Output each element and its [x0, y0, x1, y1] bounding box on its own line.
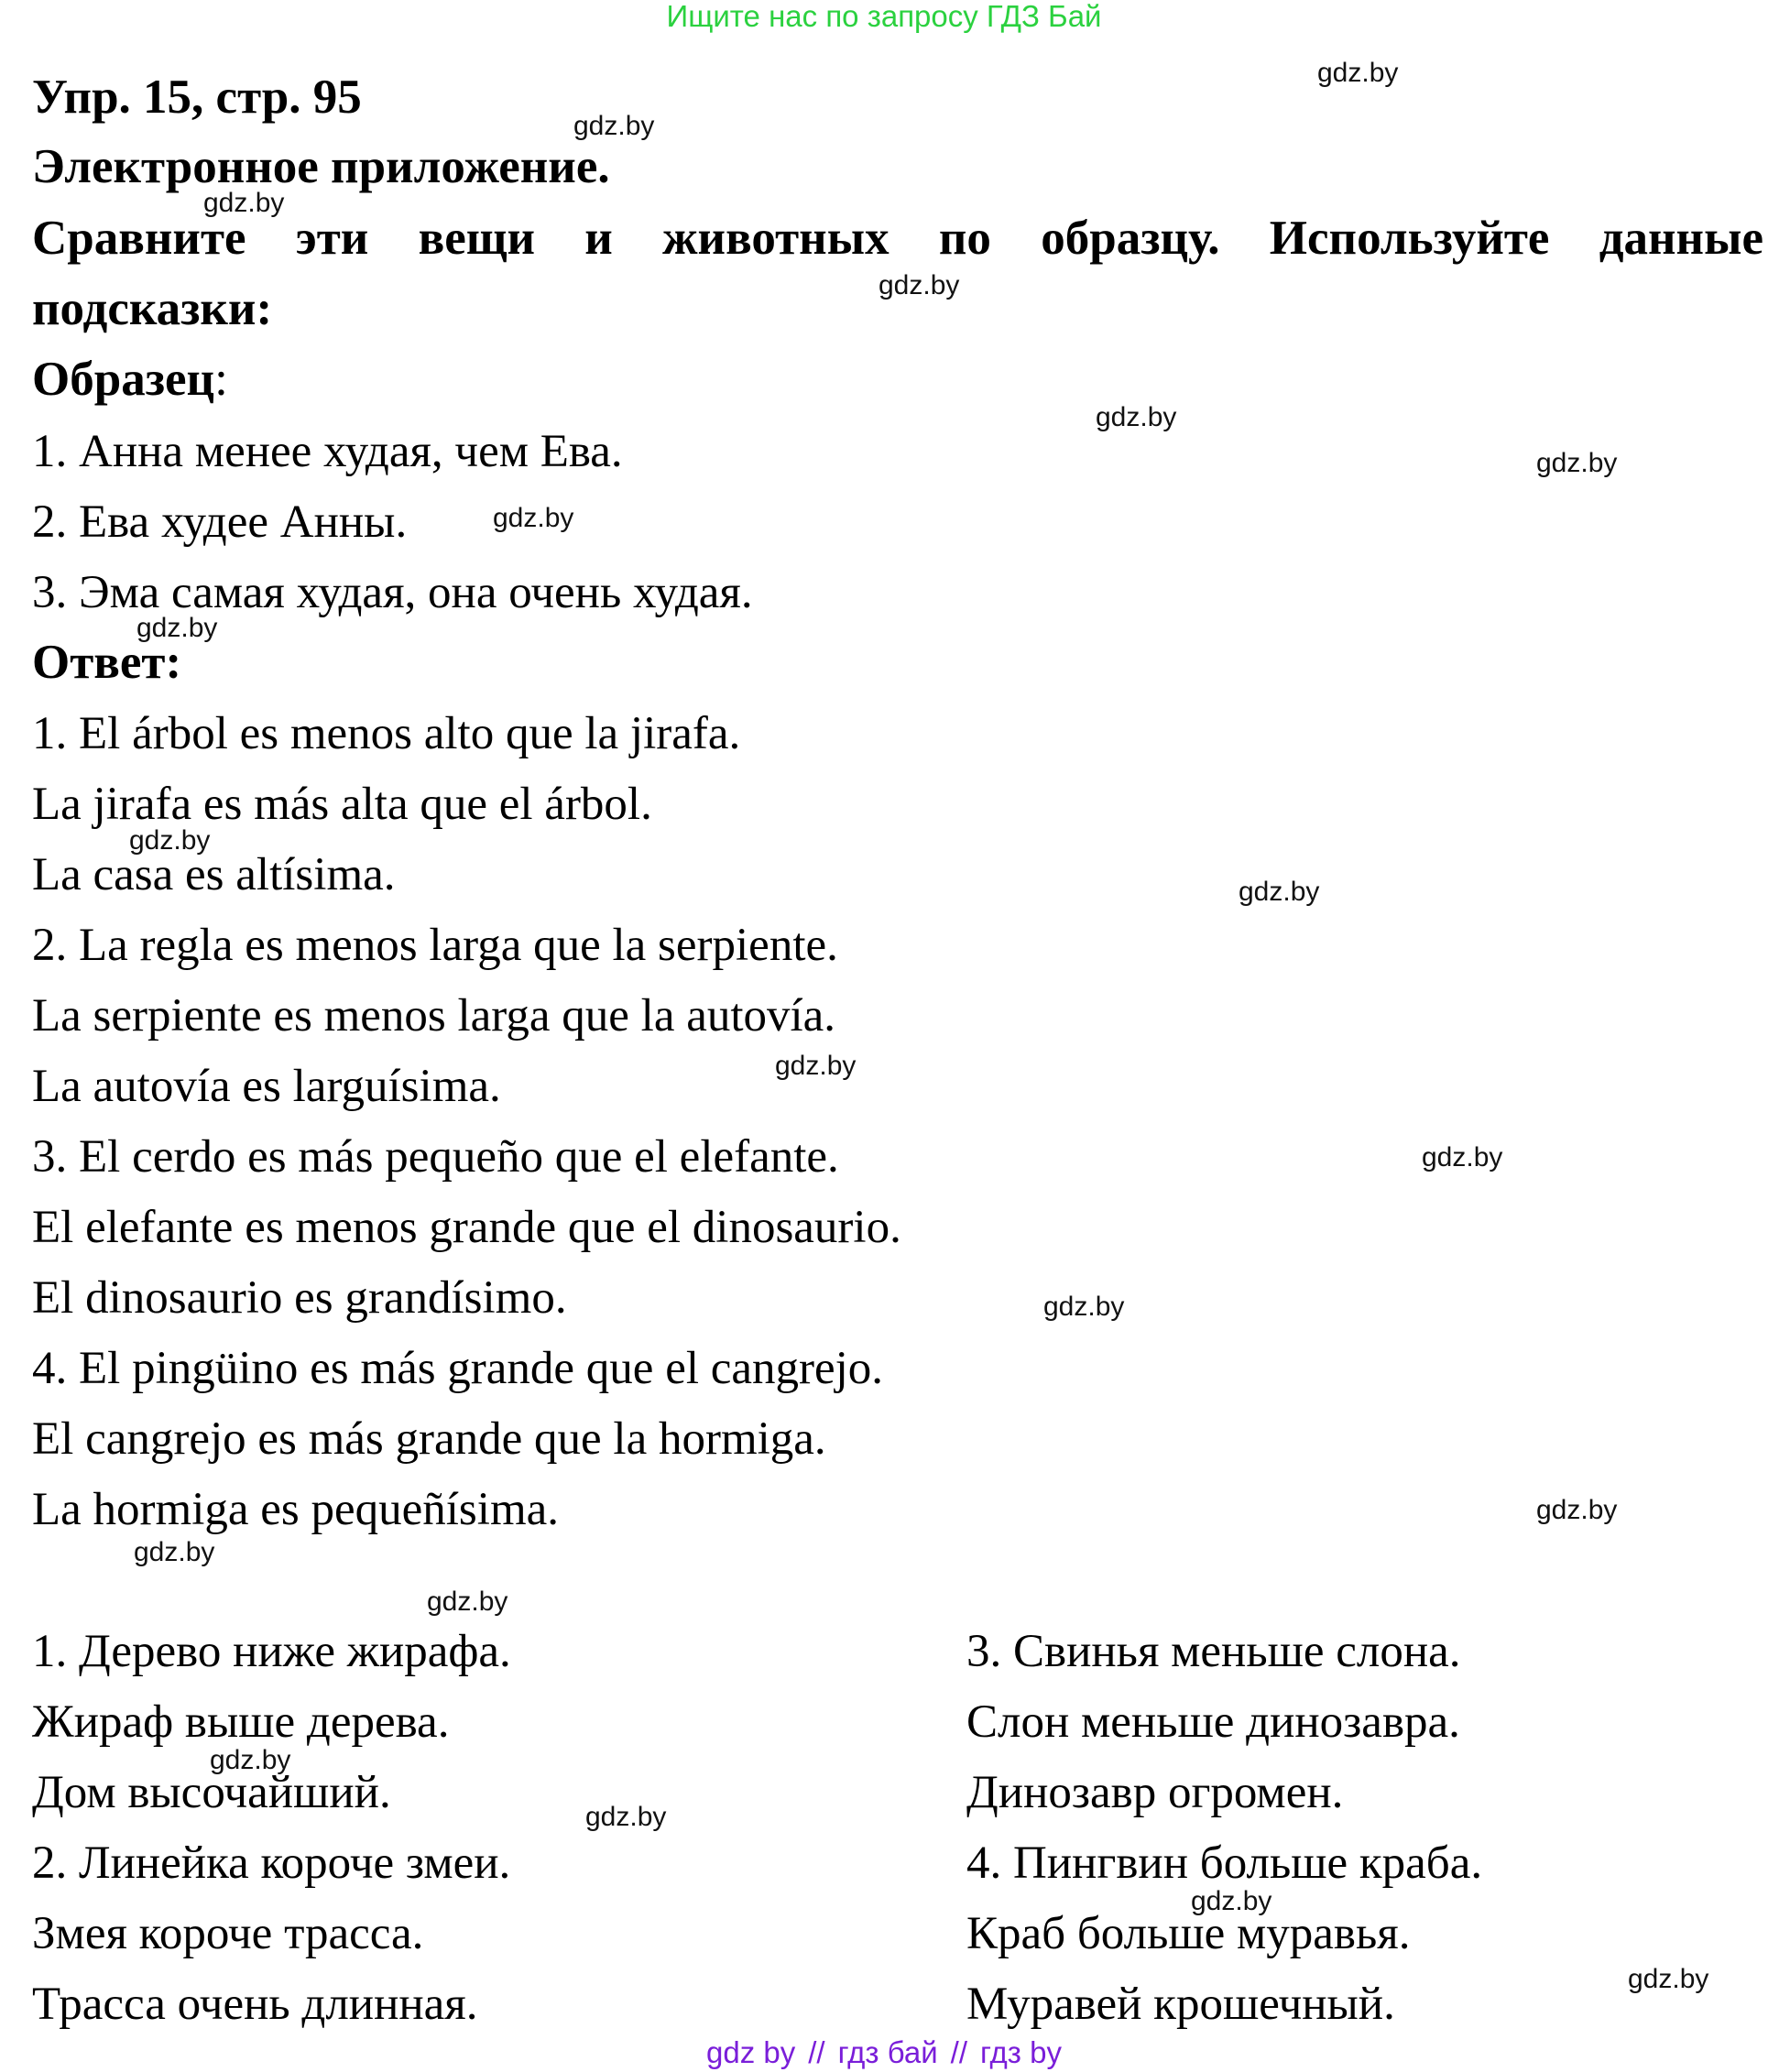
translation-line-right: Динозавр огромен. — [966, 1767, 1344, 1818]
watermark: gdz.by — [136, 613, 218, 643]
watermark: gdz.by — [1191, 1886, 1272, 1916]
translation-line-left: Дом высочайший. — [32, 1767, 391, 1818]
watermark: gdz.by — [210, 1745, 291, 1775]
translation-line-right: 3. Свинья меньше слона. — [966, 1626, 1461, 1677]
watermark: gdz.by — [493, 503, 574, 533]
answer-line-es: La casa es altísima. — [32, 849, 396, 900]
task-instruction: Сравните эти вещи и животных по образцу. Используйте данные — [32, 212, 1763, 265]
answer-line-es: El dinosaurio es grandísimo. — [32, 1272, 567, 1324]
translation-line-right: Слон меньше динозавра. — [966, 1696, 1460, 1748]
footer-links — [0, 2035, 1768, 2070]
translation-line-left: Трасса очень длинная. — [32, 1979, 478, 2030]
sample-label-text: Образец — [32, 353, 215, 406]
answer-line-es: La serpiente es menos larga que la autovía. — [32, 990, 836, 1041]
answer-line-es: 3. El cerdo es más pequeño que el elefante. — [32, 1131, 839, 1183]
footer-link[interactable]: gdz by — [706, 2035, 796, 2069]
footer-link[interactable]: гдз by — [980, 2035, 1062, 2069]
answer-line-es: 2. La regla es menos larga que la serpiente. — [32, 920, 838, 971]
section-subtitle: Электронное приложение. — [32, 140, 610, 193]
answer-line-es: 1. El árbol es menos alto que la jirafa. — [32, 708, 741, 759]
watermark: gdz.by — [573, 111, 655, 141]
watermark: gdz.by — [1628, 1964, 1709, 1994]
watermark: gdz.by — [775, 1051, 857, 1081]
translation-line-left: 2. Линейка короче змеи. — [32, 1838, 511, 1889]
answer-label: Ответ: — [32, 636, 182, 689]
watermark: gdz.by — [1043, 1292, 1125, 1322]
watermark: gdz.by — [1317, 58, 1399, 88]
answer-line-es: La jirafa es más alta que el árbol. — [32, 779, 652, 830]
answer-line-es: El elefante es menos grande que el dinosaurio. — [32, 1202, 901, 1253]
footer-separator: // — [808, 2035, 825, 2069]
sample-line: 3. Эма самая худая, она очень худая. — [32, 567, 753, 618]
translation-line-left: 1. Дерево ниже жирафа. — [32, 1626, 511, 1677]
watermark: gdz.by — [879, 270, 960, 300]
watermark: gdz.by — [203, 188, 285, 218]
translation-line-right: 4. Пингвин больше краба. — [966, 1838, 1483, 1889]
sample-line: 1. Анна менее худая, чем Ева. — [32, 426, 623, 477]
watermark: gdz.by — [134, 1537, 215, 1567]
answer-line-es: El cangrejo es más grande que la hormiga. — [32, 1413, 826, 1465]
watermark: gdz.by — [129, 825, 211, 856]
sample-label-colon: : — [214, 353, 228, 406]
sample-label — [32, 352, 228, 407]
sample-line: 2. Ева худее Анны. — [32, 496, 408, 548]
top-banner: Ищите нас по запросу ГДЗ Бай — [666, 0, 1102, 33]
answer-line-es: La hormiga es pequeñísima. — [32, 1484, 559, 1535]
watermark: gdz.by — [585, 1802, 667, 1832]
watermark: gdz.by — [1536, 448, 1618, 478]
translation-line-left: Змея короче трасса. — [32, 1908, 424, 1959]
answer-line-es: La autovía es larguísima. — [32, 1061, 501, 1112]
translation-line-left: Жираф выше дерева. — [32, 1696, 450, 1748]
watermark: gdz.by — [1536, 1495, 1618, 1525]
task-instruction-continued: подсказки: — [32, 282, 273, 335]
watermark: gdz.by — [1239, 877, 1320, 907]
footer-link[interactable]: гдз бай — [837, 2035, 938, 2069]
exercise-title: Упр. 15, стр. 95 — [32, 71, 362, 124]
answer-line-es: 4. El pingüino es más grande que el cangrejo. — [32, 1343, 884, 1394]
footer-separator: // — [950, 2035, 967, 2069]
watermark: gdz.by — [427, 1587, 508, 1617]
translation-line-right: Краб больше муравья. — [966, 1908, 1411, 1959]
translation-line-right: Муравей крошечный. — [966, 1979, 1395, 2030]
watermark: gdz.by — [1096, 402, 1177, 432]
watermark: gdz.by — [1422, 1142, 1503, 1172]
